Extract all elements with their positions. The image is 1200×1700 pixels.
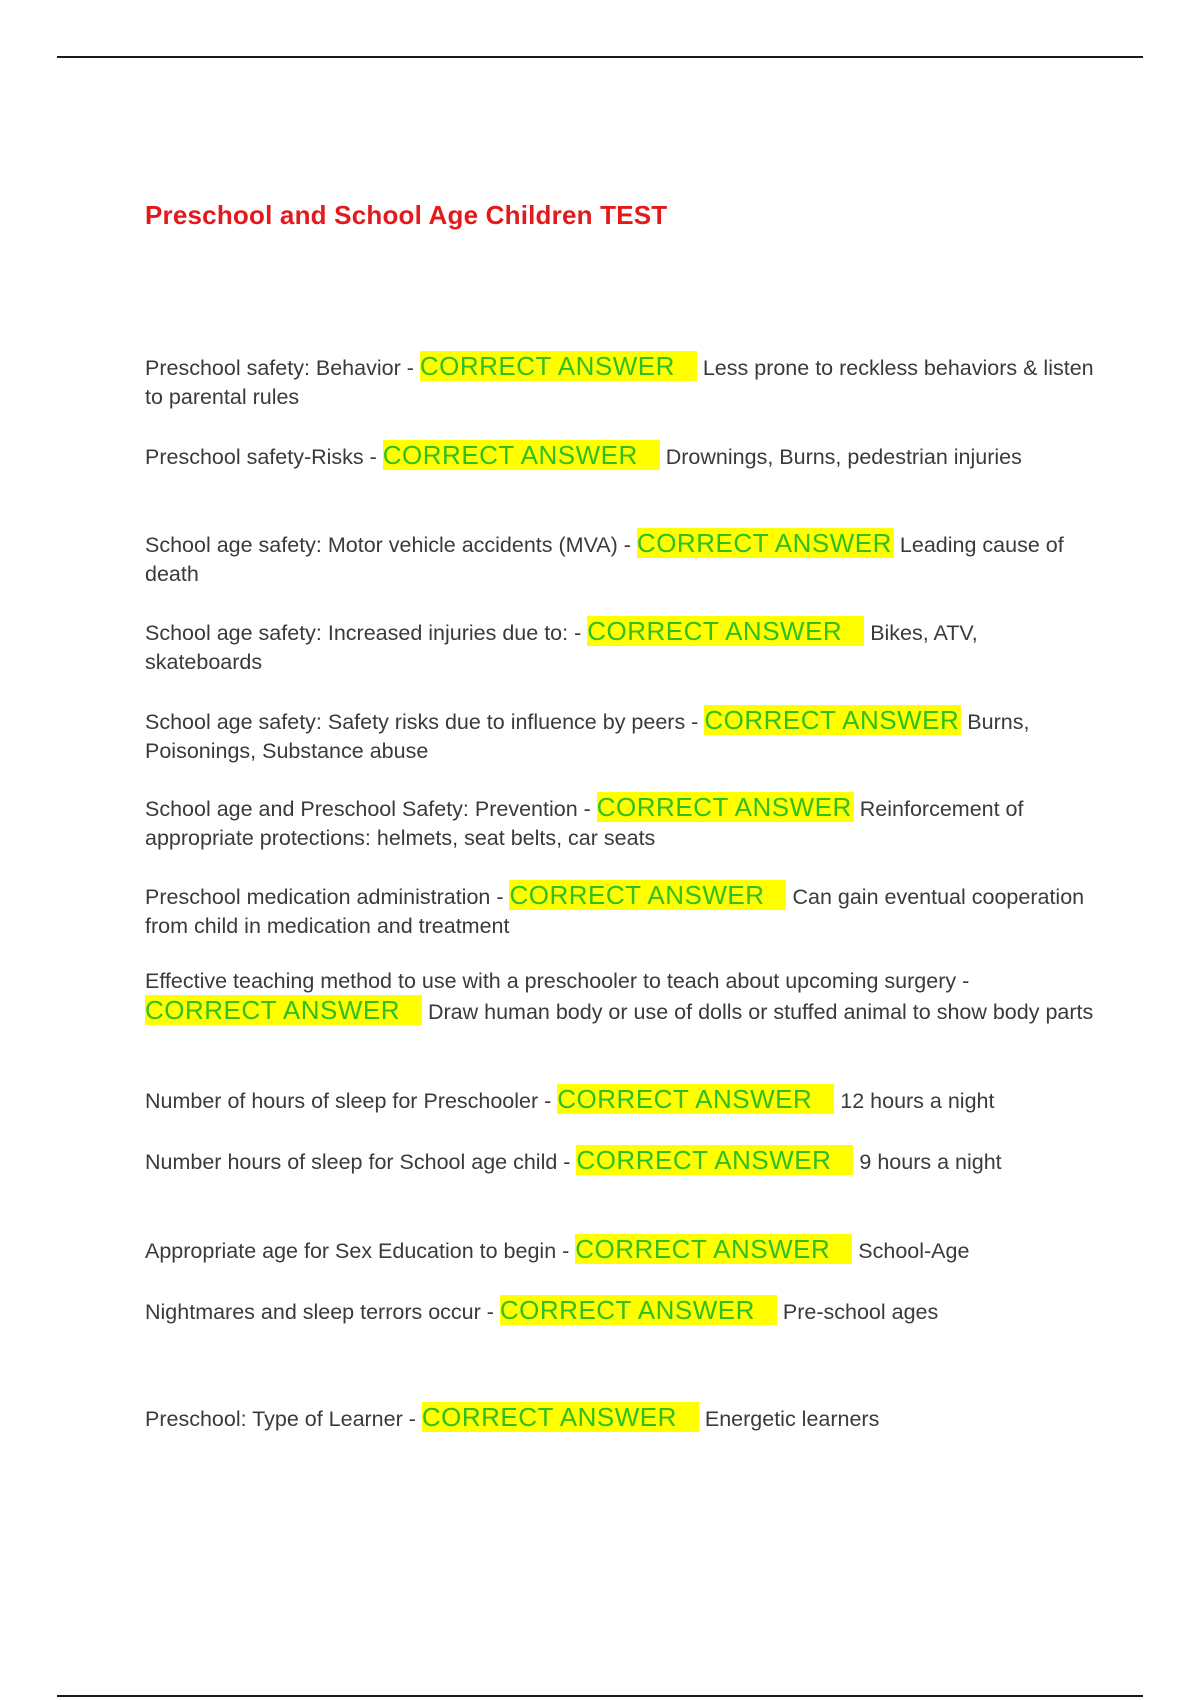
page-title: Preschool and School Age Children TEST [145, 200, 668, 230]
correct-answer-marker: CORRECT ANSWER [422, 1402, 699, 1432]
qa-item [145, 441, 1095, 472]
question-text: Preschool safety-Risks - [145, 445, 383, 469]
answer-text: Pre-school ages [782, 1300, 939, 1324]
qa-item [145, 881, 1095, 941]
correct-answer-marker: CORRECT ANSWER [576, 1145, 853, 1175]
correct-answer-marker: CORRECT ANSWER [500, 1295, 777, 1325]
question-text: School age safety: Motor vehicle accidents (MVA) - [145, 533, 637, 557]
qa-item [145, 706, 1095, 766]
qa-item [145, 352, 1095, 412]
bottom-rule [57, 1695, 1143, 1697]
question-text: Nightmares and sleep terrors occur - [145, 1300, 500, 1324]
qa-item [145, 1403, 1095, 1434]
question-text: Number hours of sleep for School age child - [145, 1150, 577, 1174]
answer-text: Drownings, Burns, pedestrian injuries [665, 445, 1022, 469]
correct-answer-marker: CORRECT ANSWER [596, 792, 852, 822]
answer-text: Bikes, ATV, skateboards [145, 621, 978, 674]
qa-item [145, 967, 1095, 1027]
answer-text: Less prone to reckless behaviors & listen to parental rules [145, 356, 1094, 409]
question-text: Number of hours of sleep for Preschooler - [145, 1089, 558, 1113]
question-text: Effective teaching method to use with a preschooler to teach about upcoming surgery - [145, 969, 970, 993]
correct-answer-marker: CORRECT ANSWER [587, 616, 864, 646]
question-text: Preschool safety: Behavior - [145, 356, 420, 380]
answer-text: Can gain eventual cooperation from child in medication and treatment [145, 885, 1085, 938]
qa-item [145, 529, 1095, 589]
correct-answer-marker: CORRECT ANSWER [575, 1234, 852, 1264]
question-text: School age and Preschool Safety: Prevention - [145, 797, 597, 821]
answer-text: Energetic learners [704, 1407, 880, 1431]
qa-item [145, 793, 1095, 853]
answer-text: School-Age [858, 1239, 970, 1263]
answer-text: Reinforcement of appropriate protections: helmets, seat belts, car seats [145, 797, 1024, 850]
qa-item [145, 1146, 1095, 1177]
correct-answer-marker: CORRECT ANSWER [420, 351, 697, 381]
question-text: School age safety: Increased injuries due to: - [145, 621, 588, 645]
question-text: Preschool: Type of Learner - [145, 1407, 422, 1431]
correct-answer-marker: CORRECT ANSWER [636, 528, 892, 558]
qa-item [145, 1085, 1095, 1116]
answer-text: 9 hours a night [859, 1150, 1002, 1174]
answer-text: Burns, Poisonings, Substance abuse [145, 710, 1030, 763]
answer-text: Draw human body or use of dolls or stuffed animal to show body parts [427, 1000, 1094, 1024]
qa-item [145, 1235, 1095, 1266]
question-text: School age safety: Safety risks due to influence by peers - [145, 710, 705, 734]
correct-answer-marker: CORRECT ANSWER [145, 995, 422, 1025]
top-rule [57, 56, 1143, 58]
correct-answer-marker: CORRECT ANSWER [509, 880, 786, 910]
correct-answer-marker: CORRECT ANSWER [704, 705, 960, 735]
question-text: Appropriate age for Sex Education to begin - [145, 1239, 576, 1263]
qa-item [145, 1296, 1095, 1327]
question-text: Preschool medication administration - [145, 885, 510, 909]
answer-text: Leading cause of death [145, 533, 1064, 586]
answer-text: 12 hours a night [840, 1089, 995, 1113]
correct-answer-marker: CORRECT ANSWER [383, 440, 660, 470]
correct-answer-marker: CORRECT ANSWER [557, 1084, 834, 1114]
qa-item [145, 617, 1095, 677]
